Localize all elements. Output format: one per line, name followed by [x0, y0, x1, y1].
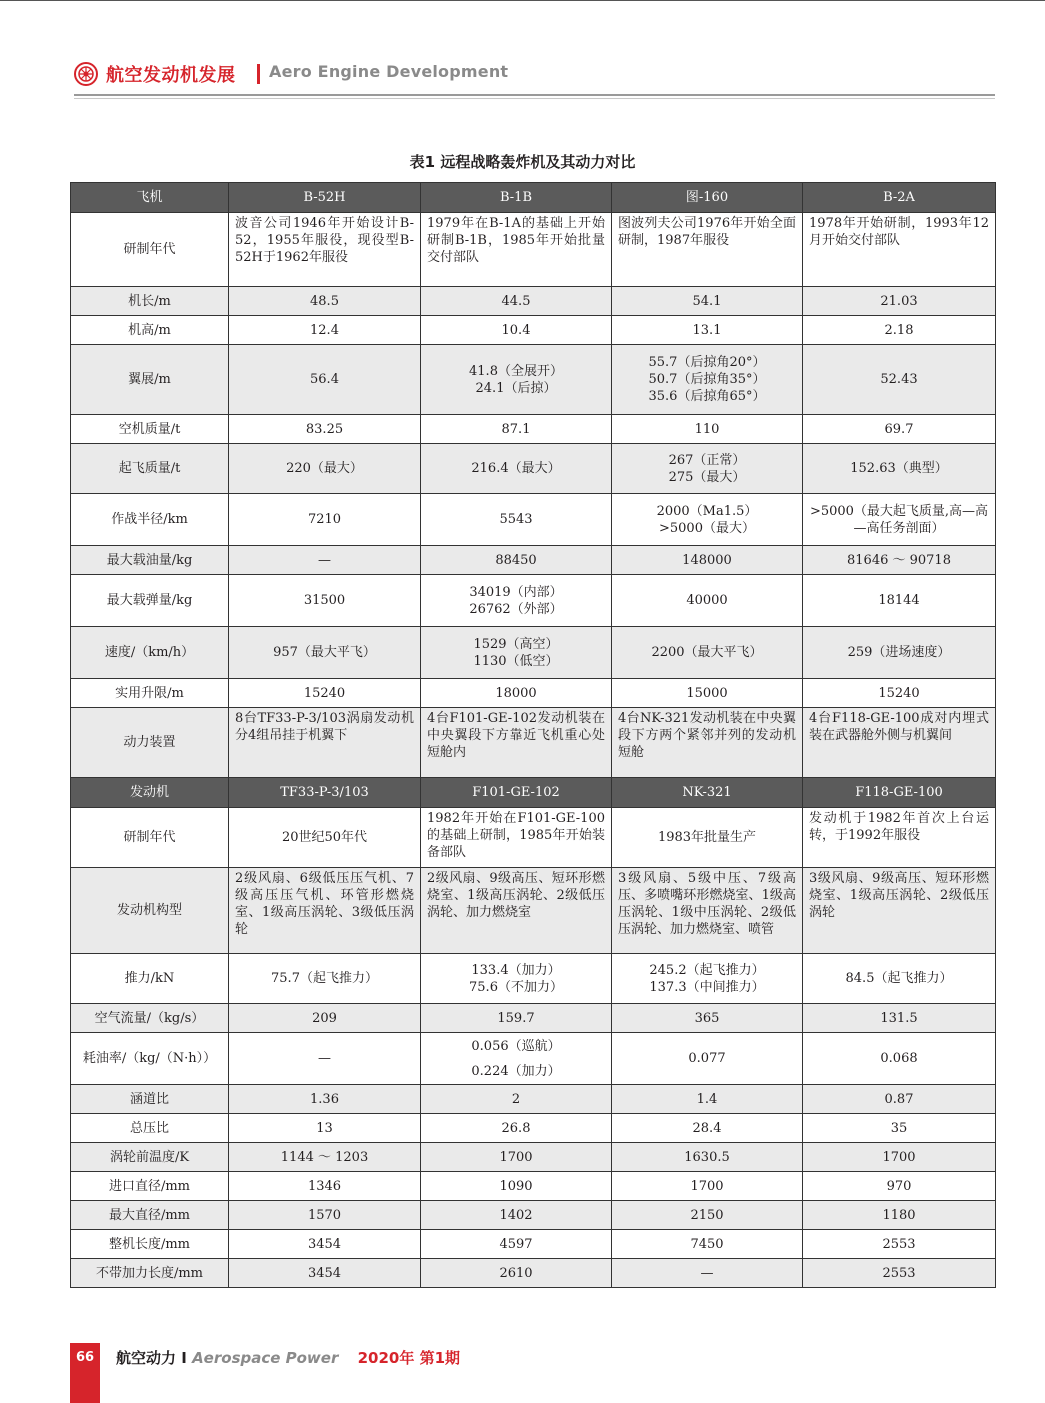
engine-row-label: 推力/kN	[71, 954, 229, 1004]
aircraft-cell-line: 1130（低空）	[473, 653, 559, 669]
engine-cell	[421, 1033, 612, 1085]
engine-cell: 1180	[803, 1201, 996, 1230]
aircraft-cell-line: 259（进场速度）	[847, 645, 951, 660]
aircraft-header-row	[71, 183, 996, 213]
engine-cell-line: 245.2（起飞推力）	[649, 962, 765, 978]
aircraft-header-cell: 图-160	[612, 183, 803, 213]
engine-row-label: 进口直径/mm	[71, 1172, 229, 1201]
engine-cell: 970	[803, 1172, 996, 1201]
journal-name-en: Aerospace Power	[192, 1349, 339, 1367]
aircraft-header-cell: B-2A	[803, 183, 996, 213]
aircraft-row	[71, 213, 996, 287]
engine-cell	[229, 954, 421, 1004]
engine-cell: 1982年开始在F101-GE-100的基础上研制，1985年开始装备部队	[421, 808, 612, 868]
aircraft-cell-line: 40000	[686, 593, 728, 608]
aircraft-row-label: 空机质量/t	[71, 415, 229, 444]
aircraft-cell-line: 52.43	[880, 372, 918, 387]
engine-row-label: 涡轮前温度/K	[71, 1143, 229, 1172]
engine-cell: 7450	[612, 1230, 803, 1259]
aircraft-cell	[229, 494, 421, 546]
engine-cell: 1700	[421, 1143, 612, 1172]
engine-row	[71, 868, 996, 954]
engine-cell: 2150	[612, 1201, 803, 1230]
engine-cell: 1090	[421, 1172, 612, 1201]
aircraft-header-label: 飞机	[71, 183, 229, 213]
engine-row	[71, 1143, 996, 1172]
engine-row-label: 不带加力长度/mm	[71, 1259, 229, 1288]
aircraft-cell	[803, 494, 996, 546]
aircraft-cell: 81646 ～ 90718	[803, 546, 996, 575]
aircraft-cell: 148000	[612, 546, 803, 575]
aircraft-cell: 83.25	[229, 415, 421, 444]
aircraft-cell: 8台TF33-P-3/103涡扇发动机分4组吊挂于机翼下	[229, 708, 421, 778]
aircraft-cell	[421, 494, 612, 546]
aircraft-cell	[229, 575, 421, 627]
aircraft-cell	[612, 494, 803, 546]
engine-row-label: 耗油率/（kg/（N·h））	[71, 1033, 229, 1085]
engine-cell: 35	[803, 1114, 996, 1143]
engine-row-label: 整机长度/mm	[71, 1230, 229, 1259]
aircraft-cell	[229, 345, 421, 415]
aircraft-row	[71, 316, 996, 345]
aircraft-cell: 87.1	[421, 415, 612, 444]
engine-cell: 1983年批量生产	[612, 808, 803, 868]
aircraft-row	[71, 679, 996, 708]
engine-row-label: 总压比	[71, 1114, 229, 1143]
aircraft-row-label: 翼展/m	[71, 345, 229, 415]
aircraft-row-label: 机高/m	[71, 316, 229, 345]
engine-cell: 2级风扇、6级低压压气机、7级高压压气机、环管形燃烧室、1级高压涡轮、3级低压涡轮	[229, 868, 421, 954]
aircraft-cell	[229, 444, 421, 494]
engine-row	[71, 1085, 996, 1114]
aircraft-cell-line: 24.1（后掠）	[475, 380, 557, 396]
aircraft-row	[71, 444, 996, 494]
aircraft-cell	[612, 444, 803, 494]
engine-cell: 3级风扇、5级中压、7级高压、多喷嘴环形燃烧室、1级高压涡轮、1级中压涡轮、2级低压涡轮、加力燃烧室、喷管	[612, 868, 803, 954]
aircraft-row-label: 研制年代	[71, 213, 229, 287]
header-separator	[257, 64, 260, 84]
engine-cell: 3454	[229, 1230, 421, 1259]
aircraft-cell: 2.18	[803, 316, 996, 345]
aircraft-cell: 15000	[612, 679, 803, 708]
journal-footer	[116, 1347, 460, 1368]
engine-cell-line: 0.056（巡航）	[471, 1038, 561, 1054]
aircraft-row-label: 速度/（km/h）	[71, 627, 229, 679]
comparison-table	[70, 182, 996, 1288]
engine-cell: 28.4	[612, 1114, 803, 1143]
aircraft-cell: 1979年在B-1A的基础上开始研制B-1B，1985年开始批量交付部队	[421, 213, 612, 287]
aircraft-cell	[803, 627, 996, 679]
aircraft-cell: 44.5	[421, 287, 612, 316]
aircraft-cell	[803, 575, 996, 627]
header-rule-thin	[74, 98, 995, 99]
aircraft-cell-line: 220（最大）	[286, 461, 363, 476]
engine-cell: 209	[229, 1004, 421, 1033]
aircraft-header-cell: B-1B	[421, 183, 612, 213]
engine-cell: 发动机于1982年首次上台运转，于1992年服役	[803, 808, 996, 868]
aircraft-cell-line: 31500	[303, 593, 346, 608]
engine-cell	[803, 954, 996, 1004]
engine-cell-line: 75.7（起飞推力）	[271, 971, 378, 986]
engine-cell-line: 133.4（加力）	[471, 962, 561, 978]
engine-row-label: 最大直径/mm	[71, 1201, 229, 1230]
engine-cell-line: 137.3（中间推力）	[649, 979, 765, 995]
aircraft-row-label: 起飞质量/t	[71, 444, 229, 494]
aircraft-cell: 110	[612, 415, 803, 444]
engine-cell: —	[612, 1259, 803, 1288]
aircraft-header-cell: B-52H	[229, 183, 421, 213]
aircraft-cell	[421, 345, 612, 415]
aircraft-row	[71, 494, 996, 546]
engine-row	[71, 1259, 996, 1288]
engine-cell-line: 0.224（加力）	[471, 1063, 561, 1079]
aircraft-cell	[803, 345, 996, 415]
page-top-line	[0, 0, 1045, 1]
engine-row-label: 发动机构型	[71, 868, 229, 954]
engine-cell: 2553	[803, 1230, 996, 1259]
engine-cell	[803, 1033, 996, 1085]
aircraft-row	[71, 345, 996, 415]
aircraft-cell-line: 41.8（全展开）	[469, 363, 563, 379]
aircraft-row-label: 机长/m	[71, 287, 229, 316]
engine-cell: 1570	[229, 1201, 421, 1230]
engine-cell: 1144 ～ 1203	[229, 1143, 421, 1172]
aircraft-cell: 88450	[421, 546, 612, 575]
header-rule	[74, 94, 995, 96]
engine-row	[71, 1004, 996, 1033]
engine-cell: 13	[229, 1114, 421, 1143]
engine-cell: 1700	[803, 1143, 996, 1172]
aircraft-cell-line: 1529（高空）	[473, 636, 559, 652]
aircraft-cell-line: 7210	[307, 512, 342, 527]
engine-cell: 1402	[421, 1201, 612, 1230]
journal-logo-icon	[74, 62, 98, 86]
aircraft-row-label: 最大载油量/kg	[71, 546, 229, 575]
aircraft-cell	[803, 444, 996, 494]
aircraft-cell-line: 267（正常）	[668, 452, 746, 468]
aircraft-cell-line: 152.63（典型）	[850, 461, 948, 476]
engine-cell: 1630.5	[612, 1143, 803, 1172]
engine-cell: 1346	[229, 1172, 421, 1201]
journal-name-cn: 航空动力	[116, 1349, 177, 1367]
aircraft-cell: —	[229, 546, 421, 575]
engine-cell	[421, 954, 612, 1004]
engine-row	[71, 954, 996, 1004]
aircraft-cell	[421, 575, 612, 627]
engine-row	[71, 1033, 996, 1085]
aircraft-cell: 69.7	[803, 415, 996, 444]
aircraft-cell: 1978年开始研制，1993年12月开始交付部队	[803, 213, 996, 287]
engine-cell: 0.87	[803, 1085, 996, 1114]
aircraft-cell: 15240	[803, 679, 996, 708]
aircraft-cell	[612, 575, 803, 627]
aircraft-cell: 15240	[229, 679, 421, 708]
engine-header-cell: TF33-P-3/103	[229, 778, 421, 808]
engine-cell-line: 75.6（不加力）	[469, 979, 563, 995]
engine-cell: 3级风扇、9级高压、短环形燃烧室、1级高压涡轮、2级低压涡轮	[803, 868, 996, 954]
engine-cell: 365	[612, 1004, 803, 1033]
aircraft-row	[71, 627, 996, 679]
engine-row-label: 空气流量/（kg/s）	[71, 1004, 229, 1033]
aircraft-row	[71, 546, 996, 575]
journal-issue: 2020年 第1期	[357, 1349, 461, 1367]
journal-name-sep: I	[181, 1349, 187, 1367]
engine-row-label: 涵道比	[71, 1085, 229, 1114]
engine-cell: 1700	[612, 1172, 803, 1201]
aircraft-cell: 4台F118-GE-100成对内埋式装在武器舱外侧与机翼间	[803, 708, 996, 778]
aircraft-cell	[612, 345, 803, 415]
aircraft-cell: 图波列夫公司1976年开始全面研制，1987年服役	[612, 213, 803, 287]
aircraft-cell: 21.03	[803, 287, 996, 316]
aircraft-cell-line: 275（最大）	[668, 469, 746, 485]
engine-row	[71, 1172, 996, 1201]
aircraft-row	[71, 287, 996, 316]
aircraft-row-label: 最大载弹量/kg	[71, 575, 229, 627]
engine-cell: 2	[421, 1085, 612, 1114]
aircraft-cell-line: 2200（最大平飞）	[651, 645, 763, 660]
engine-cell: 1.36	[229, 1085, 421, 1114]
aircraft-cell	[421, 444, 612, 494]
engine-cell: 4597	[421, 1230, 612, 1259]
engine-row	[71, 1230, 996, 1259]
engine-header-cell: NK-321	[612, 778, 803, 808]
engine-cell-line: —	[318, 1051, 331, 1066]
aircraft-cell-line: 2000（Ma1.5）	[656, 503, 758, 519]
engine-cell: 159.7	[421, 1004, 612, 1033]
engine-cell-line: 0.068	[880, 1051, 918, 1066]
aircraft-cell: 18000	[421, 679, 612, 708]
aircraft-cell-line: 34019（内部）	[469, 584, 563, 600]
aircraft-cell: 波音公司1946年开始设计B-52，1955年服役，现役型B-52H于1962年服役	[229, 213, 421, 287]
engine-cell: 2级风扇、9级高压、短环形燃烧室、1级高压涡轮、2级低压涡轮、加力燃烧室	[421, 868, 612, 954]
engine-cell	[612, 1033, 803, 1085]
engine-row	[71, 1114, 996, 1143]
aircraft-row	[71, 575, 996, 627]
aircraft-cell-line: 35.6（后掠角65°）	[648, 389, 766, 404]
journal-section-title-en: Aero Engine Development	[269, 62, 509, 81]
engine-cell	[229, 1033, 421, 1085]
aircraft-cell-line: 216.4（最大）	[471, 461, 561, 476]
engine-header-label: 发动机	[71, 778, 229, 808]
engine-cell: 20世纪50年代	[229, 808, 421, 868]
engine-header-row	[71, 778, 996, 808]
journal-header	[74, 58, 995, 92]
journal-section-title-cn: 航空发动机发展	[106, 65, 236, 86]
engine-cell: 2553	[803, 1259, 996, 1288]
engine-cell: 3454	[229, 1259, 421, 1288]
engine-row	[71, 1201, 996, 1230]
aircraft-row-label: 作战半径/km	[71, 494, 229, 546]
aircraft-row	[71, 415, 996, 444]
engine-cell: 1.4	[612, 1085, 803, 1114]
aircraft-cell-line: 56.4	[310, 372, 339, 387]
page-number: 66	[75, 1350, 95, 1365]
aircraft-row	[71, 708, 996, 778]
engine-row	[71, 808, 996, 868]
engine-row-label: 研制年代	[71, 808, 229, 868]
aircraft-cell: 54.1	[612, 287, 803, 316]
aircraft-cell: 48.5	[229, 287, 421, 316]
aircraft-cell-line: 957（最大平飞）	[273, 645, 376, 660]
engine-cell-line: 84.5（起飞推力）	[845, 971, 953, 986]
aircraft-cell: 12.4	[229, 316, 421, 345]
engine-cell: 26.8	[421, 1114, 612, 1143]
engine-header-cell: F118-GE-100	[803, 778, 996, 808]
aircraft-cell-line: 50.7（后掠角35°）	[648, 372, 766, 387]
aircraft-cell: 13.1	[612, 316, 803, 345]
aircraft-cell-line: 18144	[878, 593, 920, 608]
engine-cell: 131.5	[803, 1004, 996, 1033]
aircraft-cell-line: >5000（最大）	[659, 520, 755, 536]
aircraft-cell-line: 55.7（后掠角20°）	[648, 355, 766, 370]
aircraft-cell	[421, 627, 612, 679]
engine-cell	[612, 954, 803, 1004]
aircraft-cell-line: 5543	[499, 512, 533, 527]
table-caption: 表1 远程战略轰炸机及其动力对比	[409, 153, 636, 171]
engine-cell-line: 0.077	[688, 1051, 726, 1066]
cell-line-gap	[427, 1055, 605, 1063]
aircraft-cell: 10.4	[421, 316, 612, 345]
engine-cell: 2610	[421, 1259, 612, 1288]
aircraft-cell	[229, 627, 421, 679]
engine-header-cell: F101-GE-102	[421, 778, 612, 808]
aircraft-cell-line: >5000（最大起飞质量,高—高—高任务剖面）	[809, 503, 989, 536]
aircraft-cell-line: 26762（外部）	[469, 601, 563, 617]
aircraft-cell	[612, 627, 803, 679]
aircraft-row-label: 动力装置	[71, 708, 229, 778]
aircraft-cell: 4台F101-GE-102发动机装在中央翼段下方靠近飞机重心处短舱内	[421, 708, 612, 778]
aircraft-cell: 4台NK-321发动机装在中央翼段下方两个紧邻并列的发动机短舱	[612, 708, 803, 778]
aircraft-row-label: 实用升限/m	[71, 679, 229, 708]
